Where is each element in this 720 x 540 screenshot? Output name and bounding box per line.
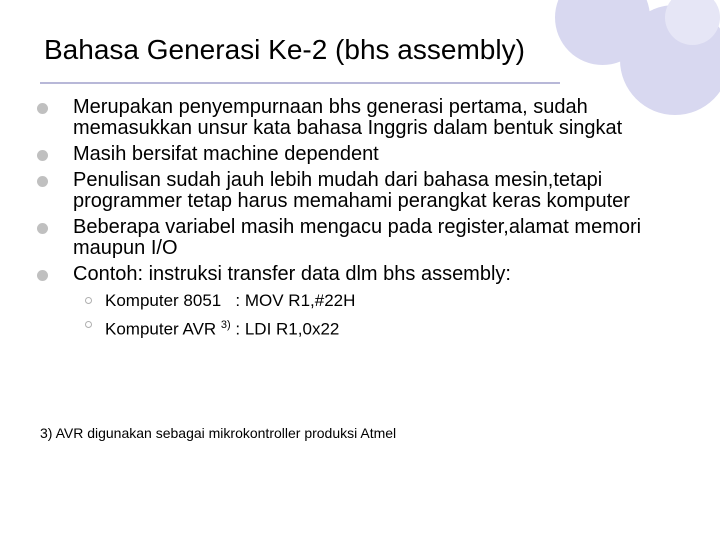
ring-bullet-icon xyxy=(85,321,92,328)
footnote-marker: 3) xyxy=(220,319,231,331)
bullet-dot-icon xyxy=(37,150,48,161)
bullet-item xyxy=(37,264,677,340)
bullet-dot-icon xyxy=(37,223,48,234)
slide-title: Bahasa Generasi Ke-2 (bhs assembly) xyxy=(44,34,525,65)
bullet-dot-icon xyxy=(37,176,48,187)
bullet-item xyxy=(37,170,677,212)
sub-bullet-list xyxy=(73,291,677,340)
sub-bullet-item xyxy=(73,291,677,311)
sub-bullet-text: : LDI R1,0x22 xyxy=(230,319,340,339)
footnote: 3) AVR digunakan sebagai mikrokontroller produksi Atmel xyxy=(40,425,397,441)
bullet-text: Merupakan penyempurnaan bhs generasi pertama, sudah memasukkan unsur kata bahasa Inggris dalam bentuk singkat xyxy=(73,96,623,139)
bullet-text: Beberapa variabel masih mengacu pada register,alamat memori maupun I/O xyxy=(73,216,642,259)
bullet-text: Penulisan sudah jauh lebih mudah dari bahasa mesin,tetapi programmer tetap harus memahami perangkat keras komputer xyxy=(73,169,630,212)
bullet-item xyxy=(37,144,677,165)
bullet-item xyxy=(37,97,677,139)
ring-bullet-icon xyxy=(85,297,92,304)
sub-bullet-text: Komputer 8051 : MOV R1,#22H xyxy=(105,291,356,310)
bullet-dot-icon xyxy=(37,270,48,281)
bullet-text: Masih bersifat machine dependent xyxy=(73,143,379,165)
sub-bullet-text: Komputer AVR xyxy=(105,319,221,339)
title-underline xyxy=(40,82,560,84)
bullet-dot-icon xyxy=(37,103,48,114)
sub-bullet-item xyxy=(73,315,677,340)
bullet-text: Contoh: instruksi transfer data dlm bhs assembly: xyxy=(73,263,511,285)
bullet-item xyxy=(37,217,677,259)
bullet-list xyxy=(37,97,677,345)
